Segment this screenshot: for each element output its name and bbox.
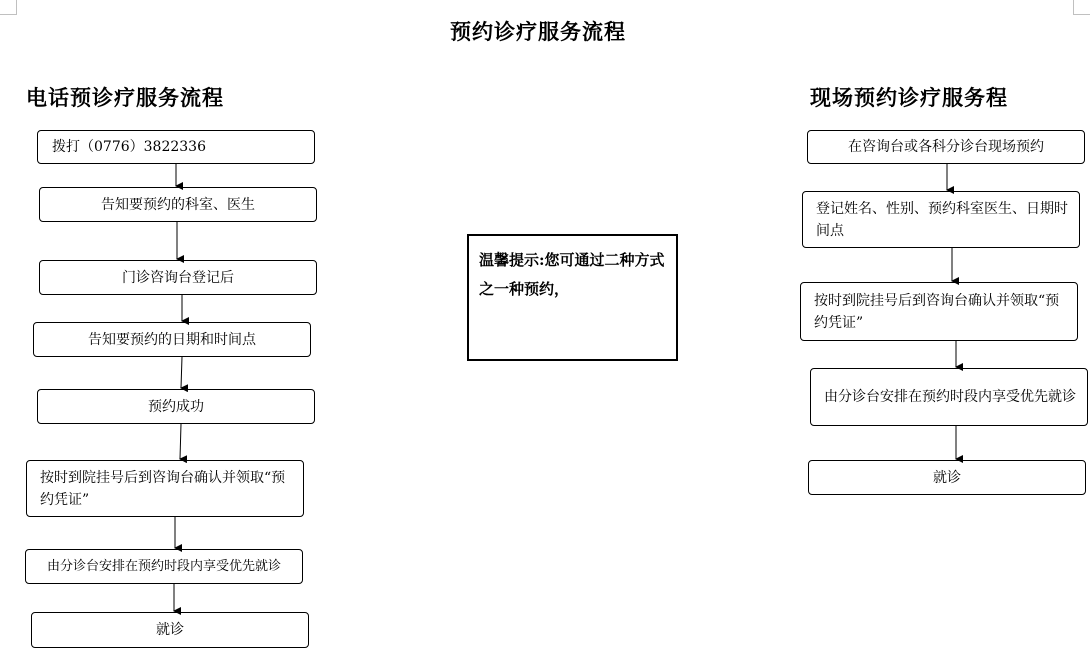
phone-step-8: 就诊 <box>31 612 309 648</box>
page-title: 预约诊疗服务流程 <box>450 19 626 44</box>
phone-flow-heading: 电话预诊疗服务流程 <box>26 85 224 110</box>
phone-step-5: 预约成功 <box>37 389 315 424</box>
phone-step-2: 告知要预约的科室、医生 <box>39 187 317 222</box>
onsite-step-4: 由分诊台安排在预约时段内享受优先就诊 <box>810 368 1088 426</box>
arrow-phone-5-6 <box>180 424 181 459</box>
onsite-step-1: 在咨询台或各科分诊台现场预约 <box>807 130 1085 164</box>
onsite-step-3: 按时到院挂号后到咨询台确认并领取“预约凭证” <box>800 282 1078 341</box>
phone-step-3: 门诊咨询台登记后 <box>39 260 317 295</box>
phone-step-7: 由分诊台安排在预约时段内享受优先就诊 <box>25 549 303 584</box>
phone-step-6: 按时到院挂号后到咨询台确认并领取“预约凭证” <box>26 460 304 517</box>
arrow-phone-4-5 <box>181 357 182 388</box>
tip-box: 温馨提示:您可通过二种方式之一种预约， <box>467 234 678 361</box>
onsite-step-2: 登记姓名、性别、预约科室医生、日期时间点 <box>802 191 1080 248</box>
phone-step-1: 拨打（0776）3822336 <box>37 130 315 164</box>
onsite-flow-heading: 现场预约诊疗服务程 <box>810 85 1008 110</box>
phone-step-4: 告知要预约的日期和时间点 <box>33 322 311 357</box>
onsite-step-5: 就诊 <box>808 460 1086 495</box>
